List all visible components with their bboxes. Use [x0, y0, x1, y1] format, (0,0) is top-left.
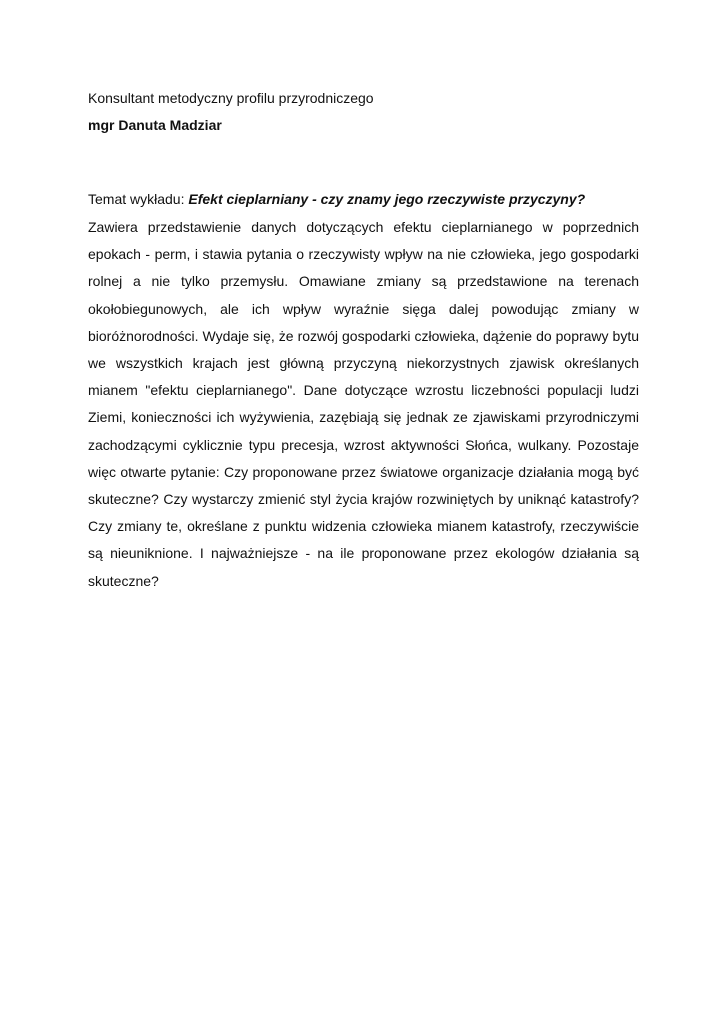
topic-label: Temat wykładu:: [88, 191, 185, 207]
consultant-role: Konsultant metodyczny profilu przyrodniczego: [88, 90, 374, 106]
lecture-topic: [88, 189, 639, 209]
topic-title: Efekt cieplarniany - czy znamy jego rzeczywiste przyczyny?: [188, 191, 586, 207]
lecture-abstract: Zawiera przedstawienie danych dotyczących efektu cieplarnianego w poprzednich epokach - perm, i stawia pytania o rzeczywisty wpływ na nie człowieka, jego gospodarki rolnej a nie tylko przemysłu. Omawiane zmiany są przedstawione na terenach okołobiegunowych, ale ich wpływ wyraźnie sięga dalej powodując zmiany w bioróżnorodności. Wydaje się, że rozwój gospodarki człowieka, dążenie do poprawy bytu we wszystkich krajach jest główną przyczyną niekorzystnych zjawisk określanych mianem "efektu cieplarnianego". Dane dotyczące wzrostu liczebności populacji ludzi Ziemi, konieczności ich wyżywienia, zazębiają się jednak ze zjawiskami przyrodniczymi zachodzącymi cyklicznie typu precesja, wzrost aktywności Słońca, wulkany. Pozostaje więc otwarte pytanie: Czy proponowane przez światowe organizacje działania mogą być skuteczne? Czy wystarczy zmienić styl życia krajów rozwiniętych by uniknąć katastrofy? Czy zmiany te, określane z punktu widzenia człowieka mianem katastrofy, rzeczywiście są nieuniknione. I najważniejsze - na ile proponowane przez ekologów działania są skuteczne?: [88, 219, 639, 589]
consultant-name: mgr Danuta Madziar: [88, 117, 222, 133]
